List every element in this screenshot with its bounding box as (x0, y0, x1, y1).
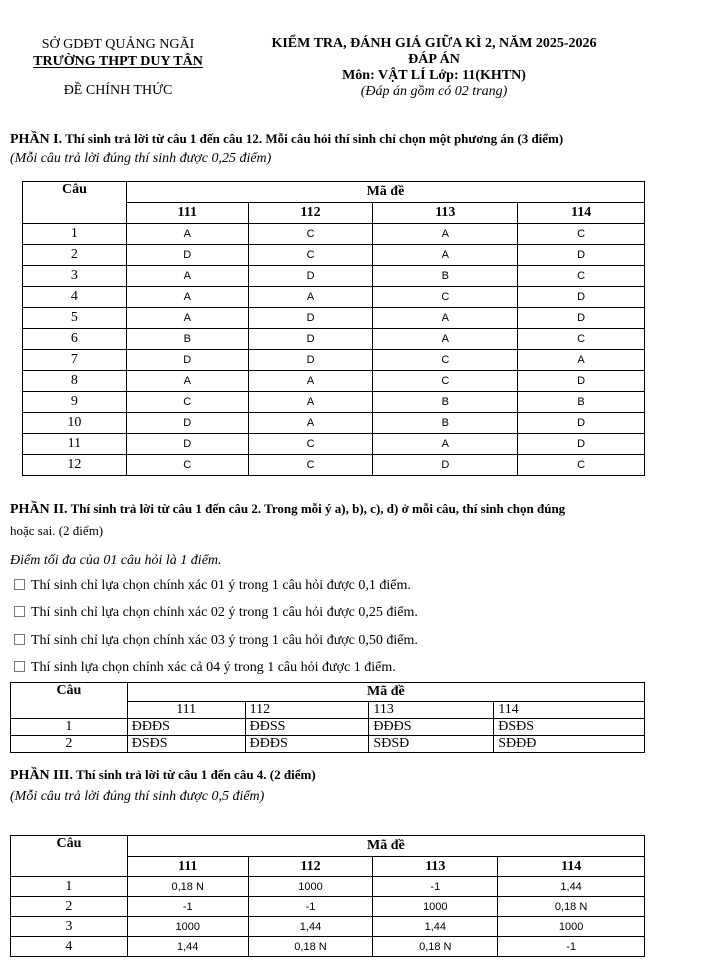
answer-cell: D (126, 413, 248, 434)
part3-row (11, 877, 645, 897)
answer-cell: A (373, 245, 518, 266)
header-left (14, 36, 222, 99)
part1-row (23, 350, 645, 371)
header-right (232, 36, 636, 100)
part2-row (11, 719, 645, 736)
answer-cell: C (126, 392, 248, 413)
part3-row (11, 937, 645, 957)
question-number: 2 (11, 736, 128, 753)
answer-cell: A (373, 329, 518, 350)
answer-cell: 1,44 (498, 877, 645, 897)
answer-cell: A (248, 392, 373, 413)
answer-cell: D (373, 455, 518, 476)
answer-cell: C (518, 455, 645, 476)
question-number: 3 (23, 266, 127, 287)
part1-code: 112 (248, 203, 373, 224)
answer-cell: B (373, 392, 518, 413)
checkbox-icon (14, 661, 25, 672)
answer-cell: C (518, 266, 645, 287)
department-name: SỞ GDĐT QUẢNG NGÃI (41, 37, 195, 52)
question-number: 12 (23, 455, 127, 476)
answer-cell: C (518, 329, 645, 350)
answer-cell: C (248, 245, 373, 266)
answer-cell: B (518, 392, 645, 413)
part1-row (23, 287, 645, 308)
answer-cell: 0,18 N (127, 877, 248, 897)
answer-cell: A (126, 308, 248, 329)
part3-col-question: Câu (11, 836, 128, 877)
answer-cell: 1000 (248, 877, 373, 897)
question-number: 1 (23, 224, 127, 245)
part1-col-code: Mã đề (126, 182, 644, 203)
part1-row (23, 392, 645, 413)
answer-cell: ĐSĐS (494, 719, 645, 736)
answer-cell: SĐSĐ (369, 736, 494, 753)
part1-row (23, 329, 645, 350)
answer-cell: ĐĐĐS (369, 719, 494, 736)
answer-cell: A (373, 224, 518, 245)
part3-answer-table (10, 835, 645, 957)
question-number: 6 (23, 329, 127, 350)
checkbox-icon (14, 606, 25, 617)
part1-row (23, 308, 645, 329)
answer-cell: D (126, 245, 248, 266)
answer-cell: D (248, 266, 373, 287)
part2-max-note: Điểm tối đa của 01 câu hỏi là 1 điểm. (10, 553, 222, 568)
question-number: 4 (23, 287, 127, 308)
question-number: 11 (23, 434, 127, 455)
question-number: 4 (11, 937, 128, 957)
part2-code: 111 (127, 702, 245, 719)
part1-code: 113 (373, 203, 518, 224)
part2-bullet: Thí sinh chỉ lựa chọn chính xác 01 ý trong 1 câu hỏi được 0,1 điểm. (14, 577, 411, 595)
answer-cell: A (126, 224, 248, 245)
exam-title: KIỂM TRA, ĐÁNH GIÁ GIỮA KÌ 2, NĂM 2025-2026 (271, 36, 597, 51)
part2-heading: PHẦN II. Thí sinh trả lời từ câu 1 đến câu 2. Trong mỗi ý a), b), c), d) ở mỗi câu, thí sinh chọn đúng (10, 501, 566, 517)
part2-bullet: Thí sinh lựa chọn chính xác cả 04 ý trong 1 câu hỏi được 1 điểm. (14, 659, 396, 677)
checkbox-icon (14, 634, 25, 645)
question-number: 1 (11, 719, 128, 736)
part1-row (23, 455, 645, 476)
answer-cell: D (248, 308, 373, 329)
answer-cell: A (248, 287, 373, 308)
answer-cell: C (248, 455, 373, 476)
answer-cell: -1 (248, 897, 373, 917)
part1-row (23, 413, 645, 434)
answer-cell: D (518, 371, 645, 392)
part2-col-code: Mã đề (127, 683, 644, 702)
question-number: 9 (23, 392, 127, 413)
answer-cell: C (518, 224, 645, 245)
part2-code: 114 (494, 702, 645, 719)
part3-note: (Mỗi câu trả lời đúng thí sinh được 0,5 điểm) (10, 789, 265, 804)
answer-cell: 1,44 (373, 917, 498, 937)
answer-cell: A (126, 287, 248, 308)
part2-col-question: Câu (11, 683, 128, 719)
part2-code: 113 (369, 702, 494, 719)
answer-cell: A (248, 413, 373, 434)
answer-cell: ĐĐĐS (127, 719, 245, 736)
subject-line: Môn: VẬT LÍ Lớp: 11(KHTN) (342, 68, 526, 83)
answer-cell: A (373, 308, 518, 329)
answer-cell: D (518, 413, 645, 434)
part1-row (23, 266, 645, 287)
part1-col-question: Câu (23, 182, 127, 224)
part3-code: 114 (498, 857, 645, 877)
answer-cell: 0,18 N (248, 937, 373, 957)
answer-cell: D (518, 245, 645, 266)
part2-row (11, 736, 645, 753)
answer-cell: 1,44 (127, 937, 248, 957)
answer-key-title: ĐÁP ÁN (408, 52, 460, 67)
answer-cell: C (248, 434, 373, 455)
part2-code: 112 (245, 702, 369, 719)
answer-cell: C (373, 287, 518, 308)
part1-row (23, 434, 645, 455)
part2-bullet: Thí sinh chỉ lựa chọn chính xác 02 ý trong 1 câu hỏi được 0,25 điểm. (14, 604, 418, 622)
question-number: 1 (11, 877, 128, 897)
answer-cell: A (126, 371, 248, 392)
answer-cell: C (373, 371, 518, 392)
question-number: 10 (23, 413, 127, 434)
answer-cell: D (518, 287, 645, 308)
question-number: 5 (23, 308, 127, 329)
checkbox-icon (14, 579, 25, 590)
answer-cell: -1 (373, 877, 498, 897)
official-label: ĐỀ CHÍNH THỨC (63, 83, 173, 98)
part3-row (11, 897, 645, 917)
part3-col-code: Mã đề (127, 836, 644, 857)
question-number: 2 (23, 245, 127, 266)
answer-cell: D (248, 350, 373, 371)
answer-cell: -1 (498, 937, 645, 957)
part3-code: 111 (127, 857, 248, 877)
answer-cell: B (126, 329, 248, 350)
answer-cell: -1 (127, 897, 248, 917)
answer-cell: D (248, 329, 373, 350)
part1-heading: PHẦN I. Thí sinh trả lời từ câu 1 đến câu 12. Mỗi câu hỏi thí sinh chỉ chọn một phương án (3 điểm) (10, 131, 564, 147)
answer-cell: C (126, 455, 248, 476)
question-number: 8 (23, 371, 127, 392)
answer-cell: A (126, 266, 248, 287)
question-number: 3 (11, 917, 128, 937)
question-number: 7 (23, 350, 127, 371)
part1-code: 114 (518, 203, 645, 224)
part1-answer-table (22, 181, 645, 476)
answer-cell: D (126, 434, 248, 455)
answer-cell: C (248, 224, 373, 245)
answer-cell: B (373, 266, 518, 287)
part3-code: 112 (248, 857, 373, 877)
answer-cell: A (248, 371, 373, 392)
answer-cell: 0,18 N (498, 897, 645, 917)
answer-cell: D (518, 308, 645, 329)
answer-cell: D (126, 350, 248, 371)
answer-cell: 0,18 N (373, 937, 498, 957)
part2-answer-table (10, 682, 645, 753)
answer-cell: C (373, 350, 518, 371)
answer-cell: 1000 (127, 917, 248, 937)
answer-cell: 1000 (498, 917, 645, 937)
answer-cell: 1000 (373, 897, 498, 917)
part2-bullet: Thí sinh chỉ lựa chọn chính xác 03 ý trong 1 câu hỏi được 0,50 điểm. (14, 632, 418, 650)
answer-cell: D (518, 434, 645, 455)
part1-row (23, 245, 645, 266)
pages-note: (Đáp án gồm có 02 trang) (360, 84, 508, 99)
part1-note: (Mỗi câu trả lời đúng thí sinh được 0,25 điểm) (10, 151, 272, 166)
answer-cell: ĐĐĐS (245, 736, 369, 753)
part2-heading-line2: hoặc sai. (2 điểm) (10, 523, 104, 538)
part1-code: 111 (126, 203, 248, 224)
answer-cell: 1,44 (248, 917, 373, 937)
answer-cell: ĐĐSS (245, 719, 369, 736)
answer-cell: A (518, 350, 645, 371)
school-name: TRƯỜNG THPT DUY TÂN (33, 54, 203, 69)
question-number: 2 (11, 897, 128, 917)
answer-cell: A (373, 434, 518, 455)
answer-cell: ĐSĐS (127, 736, 245, 753)
part1-row (23, 224, 645, 245)
answer-cell: SĐĐĐ (494, 736, 645, 753)
part3-row (11, 917, 645, 937)
answer-cell: B (373, 413, 518, 434)
part3-code: 113 (373, 857, 498, 877)
part1-row (23, 371, 645, 392)
part3-heading: PHẦN III. Thí sinh trả lời từ câu 1 đến câu 4. (2 điểm) (10, 767, 316, 783)
